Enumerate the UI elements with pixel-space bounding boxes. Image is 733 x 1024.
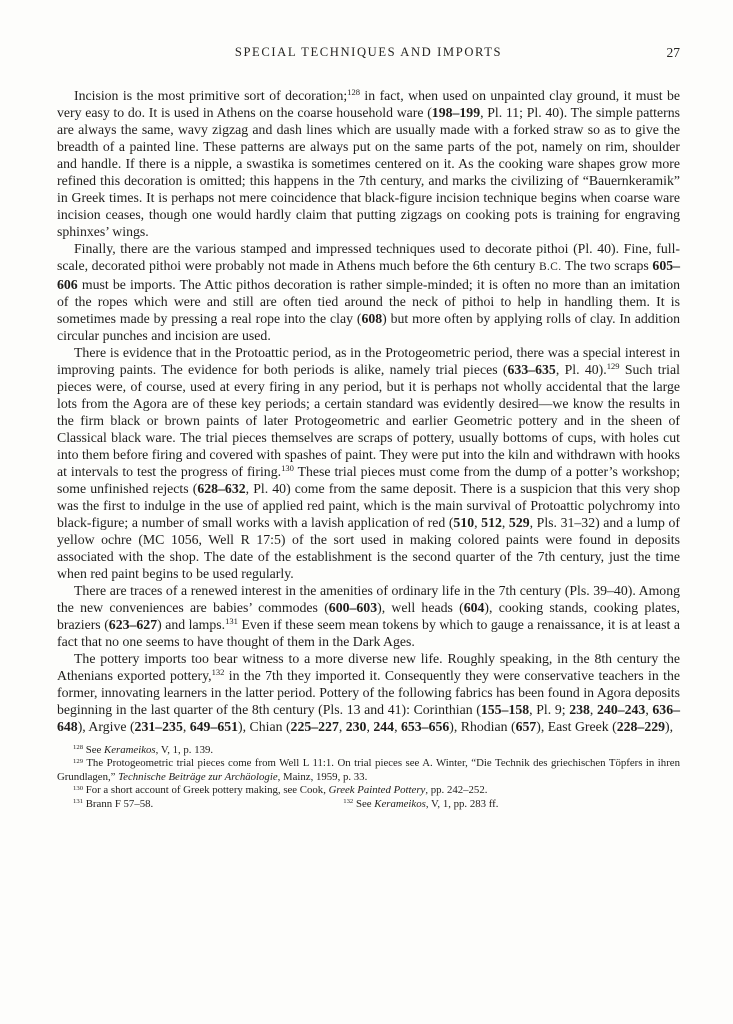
- text-run: The two scraps: [561, 258, 653, 273]
- italic-title: Greek Painted Pottery: [328, 784, 426, 797]
- footnote-reference: 130: [73, 784, 84, 792]
- footnote: [57, 757, 680, 784]
- footnote-reference: 130: [281, 463, 294, 474]
- text-run: ) and lamps.: [157, 617, 226, 632]
- catalog-number: 228–229: [616, 719, 666, 734]
- text-run: ), East Greek (: [536, 719, 617, 734]
- catalog-number: 636–648: [57, 702, 680, 734]
- catalog-number: 244: [373, 719, 395, 734]
- text-run: , Pls. 31–32) and a lump of yellow ochre (MC 1056, Well R 17:5) of the sort used in making colored paints were found in deposits associated with the shop. The date of the establishment is the second quarter of the 7th century, just the time when red paint begins to be used regularly.: [57, 515, 680, 581]
- italic-title: Kerameikos: [104, 744, 156, 756]
- text-run: ) but more often by applying rolls of clay. In addition circular punches and incision are used.: [57, 311, 680, 343]
- catalog-number: 649–651: [189, 719, 239, 734]
- footnote: [57, 784, 680, 797]
- text-run: ), cooking stands, cooking plates, braziers (: [57, 600, 680, 632]
- catalog-number: 623–627: [108, 617, 158, 632]
- text-run: , V, 1, p. 139.: [155, 744, 214, 756]
- text-run: ), Chian (: [238, 719, 291, 734]
- text-run: Such trial pieces were, of course, used at every firing in any period, but it is perhaps not wholly accidental that the large lots from the Agora are of these key periods; a certain standard was evidently desired—we know the results in the firm black or brown paints of later Protogeometric and earlier Geometric pottery and in the sheen of Classical black ware. The trial pieces themselves are scraps of pottery, usually bottoms of cups, with holes cut into them before firing and covered with spashes of paint. They were put into the kiln and withdrawn with hooks at intervals to test the progress of firing.: [57, 362, 680, 479]
- catalog-number: 653–656: [400, 719, 450, 734]
- text-run: For a short account of Greek pottery making, see Cook,: [83, 784, 329, 797]
- text-run: , Pl. 9;: [529, 702, 570, 717]
- footnote-reference: 129: [73, 757, 84, 765]
- running-title: SPECIAL TECHNIQUES AND IMPORTS: [234, 45, 503, 59]
- text-run: These trial pieces must come from the dump of a potter’s workshop; some unfinished rejects (: [57, 464, 680, 496]
- text-run: ,: [182, 719, 190, 734]
- text-run: The Protogeometric trial pieces come from Well L 11:1. On trial pieces see A. Winter, “Die Technik des griechischen Töpfers in ihren Grundlagen,”: [57, 757, 680, 783]
- catalog-number: 225–227: [290, 719, 339, 734]
- text-run: ), Rhodian (: [449, 719, 516, 734]
- footnote-reference: 128: [347, 87, 360, 98]
- paragraph: [57, 240, 680, 344]
- text-run: , Pl. 40) come from the same deposit. There is a suspicion that this very shop was the first to indulge in the use of applied red paint, which is the main survival of Protoattic polychromy into black-figure; a number of small works with a lavish application of red (: [57, 481, 680, 530]
- catalog-number: 240–243: [597, 702, 646, 717]
- catalog-number: 628–632: [197, 481, 246, 496]
- text-run: The pottery imports too bear witness to a more diverse new life. Roughly speaking, in the 8th century the Athenians exported pottery,: [57, 651, 680, 683]
- text-run: ,: [394, 719, 401, 734]
- footnote: [57, 798, 680, 811]
- text-run: See: [353, 797, 375, 810]
- paragraph: [57, 87, 680, 240]
- text-run: ),: [665, 719, 674, 734]
- catalog-number: 604: [463, 600, 485, 615]
- catalog-number: 231–235: [134, 719, 183, 734]
- page-number: 27: [666, 45, 680, 60]
- catalog-number: 198–199: [431, 105, 481, 120]
- page-header: [57, 45, 680, 62]
- text-run: ,: [501, 515, 509, 530]
- footnote-reference: 131: [73, 797, 84, 805]
- text-run: ,: [366, 719, 374, 734]
- catalog-number: 155–158: [480, 702, 530, 717]
- text-run: ,: [645, 702, 653, 717]
- footnote-reference: 132: [211, 667, 225, 678]
- italic-title: Technische Beiträge zur Archäologie: [118, 770, 278, 783]
- text-run: Even if these seem mean tokens by which to gauge a renaissance, it is at least a fact that no one seems to have thought of them in the Dark Ages.: [57, 617, 680, 649]
- catalog-number: 600–603: [328, 600, 378, 615]
- text-run: in fact, when used on unpainted clay ground, it must be very easy to do. It is used in Athens on the coarse household ware (: [57, 88, 680, 120]
- text-run: ), Argive (: [77, 719, 135, 734]
- text-run: There is evidence that in the Protoattic period, as in the Protogeometric period, there was a special interest in improving paints. The evidence for both periods is alike, namely trial pieces (: [57, 345, 680, 377]
- text-run: Finally, there are the various stamped and impressed techniques used to decorate pithoi (Pl. 40). Fine, full-scale, decorated pithoi were probably not made in Athens much before the 6th century: [57, 241, 680, 273]
- text-body: [57, 87, 680, 735]
- text-run: ,: [338, 719, 346, 734]
- catalog-number: 529: [508, 515, 530, 530]
- catalog-number: 230: [345, 719, 367, 734]
- catalog-number: 608: [361, 311, 383, 326]
- text-run: , Pl. 40).: [555, 362, 607, 377]
- text-run: , V, 1, pp. 283 ff.: [425, 797, 499, 810]
- footnote-reference: 129: [606, 361, 620, 372]
- text-run: must be imports. The Attic pithos decoration is rather simple-minded; it is often no more than an imitation of the ropes which were and still are often tied around the neck of pithoi to help in handling them. It is sometimes made by pressing a real rope into the clay (: [57, 277, 680, 326]
- text-run: in the 7th they imported it. Consequently they were conservative teachers in the former, innovating learners in the latter period. Pottery of the following fabrics has been found in Agora deposits beginning in the last quarter of the 8th century (Pls. 13 and 41): Corinthian (: [57, 668, 680, 717]
- paragraph: [57, 650, 680, 735]
- text-run: , Mainz, 1959, p. 33.: [277, 770, 368, 783]
- text-run: , Pl. 11; Pl. 40). The simple patterns are always the same, wavy zigzag and dash lines which are usually made with a forked straw so as to give the breadth of a painted line. These patterns are always put on the same parts of the pot, namely on rim, shoulder and handle. If there is a nipple, a swastika is sometimes centered on it. As the cooking ware shapes grow more refined this decoration is omitted; this happens in the 7th century, and marks the civilizing of “Bauernkeramik” in Greek times. It is perhaps not mere coincidence that black-figure incision technique begins when coarse ware incision ceases, though one would hardly claim that putting zigzags on cooking pots is training for engraving sphinxes’ wings.: [57, 105, 680, 239]
- text-run: Incision is the most primitive sort of decoration;: [74, 88, 348, 103]
- footnote-reference: 128: [73, 744, 84, 752]
- text-run: See: [83, 744, 105, 756]
- footnote-reference: 132: [343, 797, 354, 805]
- text-run: ,: [589, 702, 598, 717]
- footnote: [57, 744, 680, 757]
- catalog-number: 238: [569, 702, 590, 717]
- catalog-number: 633–635: [507, 362, 556, 377]
- text-run: ), well heads (: [377, 600, 464, 615]
- catalog-number: 512: [481, 515, 502, 530]
- catalog-number: 605–606: [57, 258, 681, 292]
- catalog-number: 510: [453, 515, 475, 530]
- text-run: Brann F 57–58.: [83, 797, 154, 810]
- catalog-number: 657: [515, 719, 537, 734]
- footnotes: [57, 744, 680, 811]
- text-run: ,: [474, 515, 482, 530]
- text-run: B.C.: [539, 261, 562, 273]
- text-run: There are traces of a renewed interest in the amenities of ordinary life in the 7th century (Pls. 39–40). Among the new conveniences are babies’ commodes (: [57, 583, 680, 615]
- text-run: , pp. 242–252.: [425, 784, 488, 797]
- footnote-reference: 131: [225, 616, 238, 627]
- paragraph: [57, 344, 680, 582]
- paragraph: [57, 582, 680, 650]
- italic-title: Kerameikos: [374, 797, 426, 810]
